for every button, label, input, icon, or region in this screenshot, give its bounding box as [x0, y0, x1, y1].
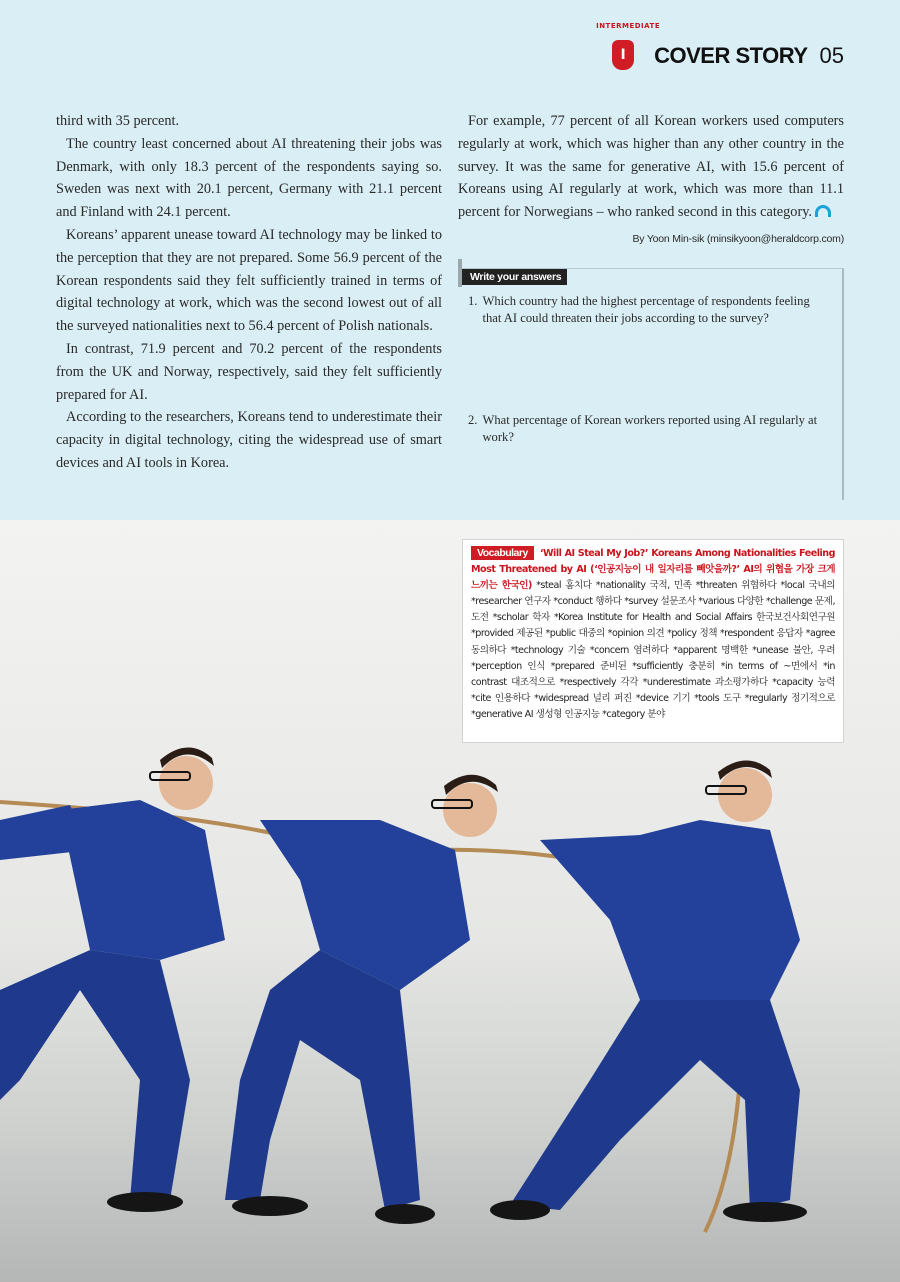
- paragraph: Koreans’ apparent unease toward AI technology may be linked to the perception that they are not prepared. Some 56.9 percent of the Korean respondents said they felt sufficiently trained in terms of digital technology at work, which was the second lowest out of all the surveyed nationalities next to 56.4 percent of Polish nationals.: [56, 226, 442, 335]
- question-list: [468, 293, 828, 445]
- paragraph: According to the researchers, Koreans tend to underestimate their capacity in digital technology, citing the widespread use of smart devices and AI tools in Korea.: [56, 409, 442, 471]
- question-text: Which country had the highest percentage of respondents feeling that AI could threaten their jobs according to the survey?: [482, 294, 810, 325]
- vocabulary-box: [462, 539, 844, 743]
- right-column: [458, 110, 844, 251]
- left-column: [56, 110, 442, 475]
- vocabulary-body: *steal 훔치다 *nationality 국적, 민족 *threaten 위협하다 *local 국내의 *researcher 연구자 *conduct 행하다 *survey 설문조사 *various 다양한 *challenge 문제, 도전 *scholar 학자 *Korea Institute for Health and Social Affairs 한국보건사회연구원 *provided 제공된 *public 대중의 *opinion 의견 *policy 정책 *respondent 응답자 *agree 동의하다 *technology 기술 *concern 염려하다 *apparent 명백한 *unease 불안, 우려 *perception 인식 *prepared 준비된 *sufficiently 충분히 *in terms of ~면에서 *in contrast 대조적으로 *respectively 각각 *underestimate 과소평가하다 *capacity 능력 *cite 인용하다 *widespread 널리 퍼진 *device 기기 *tools 도구 *regularly 정기적으로 *generative AI 생성형 인공지능 *category 분야: [471, 580, 835, 720]
- section-header: [596, 22, 844, 76]
- tug-of-war-photo: [0, 520, 900, 1282]
- vocabulary-title: ‘Will AI Steal My Job?’ Koreans Among Nationalities Feeling Most Threatened by AI (‘인공지능이 내 일자리를 빼앗을까?’ AI의 위협을 가장 크게 느끼는 한국인): [471, 548, 835, 592]
- paragraph-text: For example, 77 percent of all Korean workers used computers regularly at work, which was higher than any other country in the survey. It was the same for generative AI, with 15.6 percent of Koreans using AI regularly at work, which was more than 11.1 percent for Norwegians – who ranked second in this category.: [458, 113, 844, 221]
- question-item: [468, 293, 828, 326]
- hand-icon: I: [612, 40, 634, 70]
- question-item: [468, 412, 828, 445]
- section-title: COVER STORY: [654, 43, 808, 68]
- questions-tag: Write your answers: [462, 269, 567, 285]
- vocabulary-tag: Vocabulary: [471, 546, 534, 560]
- businessman-left: [0, 747, 225, 1212]
- businessman-middle: [225, 775, 498, 1224]
- headphones-icon[interactable]: [815, 205, 831, 217]
- paragraph: [458, 110, 844, 224]
- paragraph: In contrast, 71.9 percent and 70.2 percent of the respondents from the UK and Norway, respectively, said they felt sufficiently prepared for AI.: [56, 340, 442, 403]
- paragraph: third with 35 percent.: [56, 113, 180, 129]
- page-number: 05: [819, 43, 844, 68]
- businessman-right: [490, 760, 807, 1222]
- badge-arc-text: INTERMEDIATE: [596, 22, 661, 30]
- questions-box: [462, 268, 844, 500]
- intermediate-badge: [596, 22, 661, 76]
- byline: By Yoon Min-sik (minsikyoon@heraldcorp.com): [632, 232, 844, 245]
- question-text: What percentage of Korean workers reported using AI regularly at work?: [482, 413, 818, 444]
- paragraph: The country least concerned about AI threatening their jobs was Denmark, with only 18.3 percent of the respondents saying so. Sweden was next with 20.1 percent, Germany with 21.1 percent and Finland with 24.1 percent.: [56, 135, 442, 221]
- question-number: 2.: [468, 413, 478, 427]
- question-number: 1.: [468, 294, 478, 308]
